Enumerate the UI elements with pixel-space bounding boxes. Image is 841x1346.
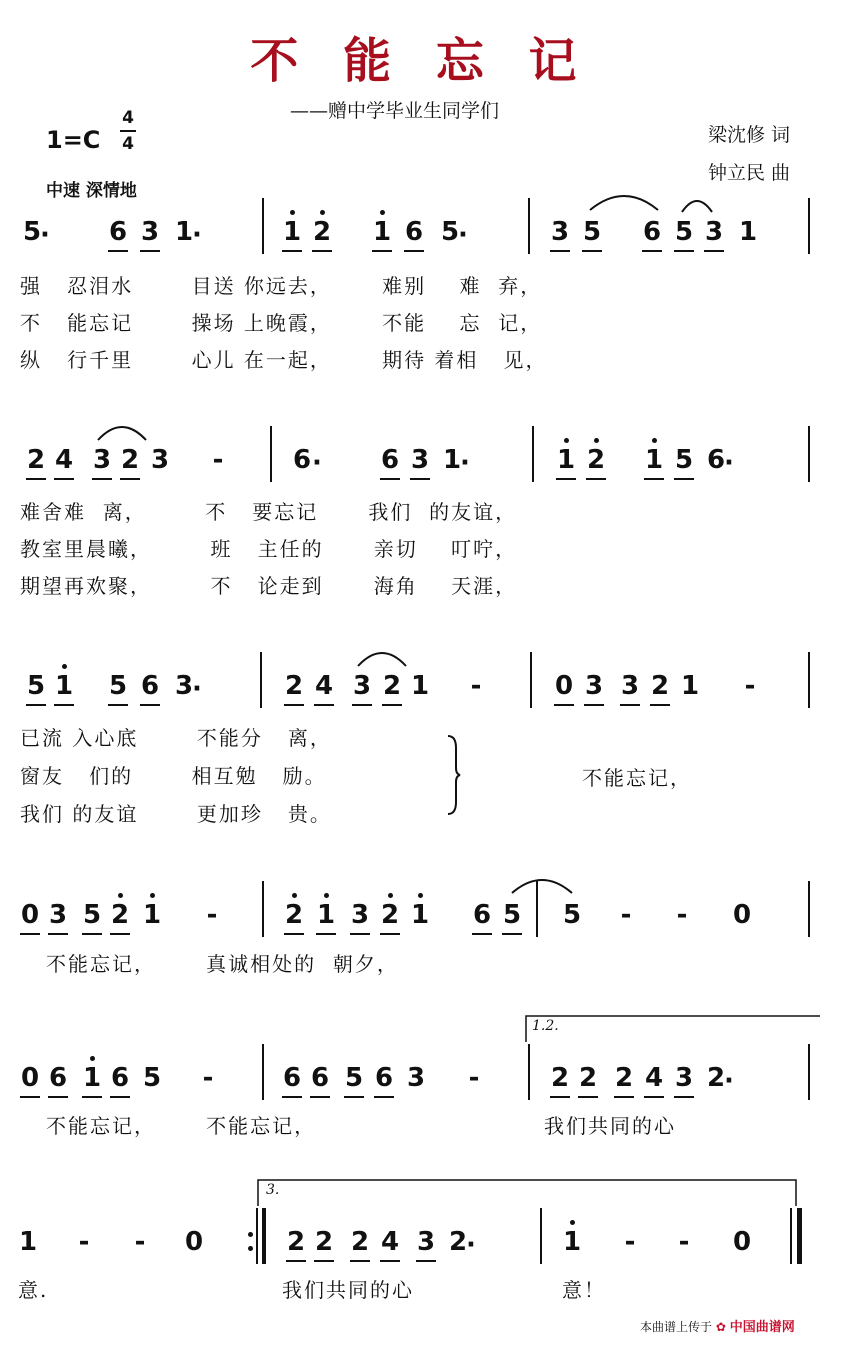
augmentation-dot: · — [312, 448, 322, 478]
footer-watermark — [640, 1316, 795, 1335]
notation-row-2 — [0, 440, 841, 500]
composer-credit: 钟立民 曲 — [708, 162, 791, 184]
note: 3 — [414, 1222, 438, 1262]
note: 3 — [672, 1058, 696, 1098]
note: 3 — [138, 212, 162, 252]
notation-row-4 — [0, 895, 841, 955]
octave-dot — [118, 893, 123, 898]
note: 6 — [372, 1058, 396, 1098]
note: 2 — [108, 895, 132, 935]
note: 2 — [584, 440, 608, 480]
octave-dot — [388, 893, 393, 898]
note: 1 — [554, 440, 578, 480]
slur — [356, 646, 408, 668]
dash: - — [134, 1227, 146, 1257]
notation-row-6 — [0, 1222, 841, 1282]
note: 1 — [410, 900, 430, 930]
note: 6 — [640, 212, 664, 252]
final-barline-thick — [797, 1208, 802, 1264]
note: 0 — [732, 1227, 752, 1257]
lyric-line: 我们共同的心 — [544, 1114, 676, 1138]
volta-label: 3. — [266, 1182, 280, 1198]
note: 3 — [350, 666, 374, 706]
lyric-line: 不能忘记， 不能忘记， — [46, 1114, 317, 1138]
note: 2 — [282, 895, 306, 935]
lyric-line: 教室里晨曦， 班 主任的 亲切 叮咛， — [20, 537, 518, 561]
dash: - — [212, 445, 224, 475]
augmentation-dot: · — [192, 674, 202, 704]
note: 3 — [46, 895, 70, 935]
lyric-line: 不能忘记， 真诚相处的 朝夕， — [46, 952, 399, 976]
lyric-line: 意！ — [562, 1278, 606, 1302]
note: 2 — [282, 666, 306, 706]
time-signature — [118, 108, 138, 154]
barline — [808, 881, 810, 937]
note: 6 — [292, 445, 312, 475]
note: 0 — [18, 1058, 42, 1098]
volta-bracket-1 — [524, 1014, 824, 1044]
time-signature-top: 4 — [122, 108, 134, 128]
note: 4 — [378, 1222, 402, 1262]
dash: - — [620, 900, 632, 930]
lyric-line: 我们 的友谊 更加珍 贵。 — [20, 802, 332, 826]
dash: - — [678, 1227, 690, 1257]
note: 1 — [442, 445, 462, 475]
note: 6 — [706, 445, 726, 475]
note: 4 — [642, 1058, 666, 1098]
song-title: 不 能 忘 记 — [250, 33, 591, 89]
augmentation-dot: · — [724, 448, 734, 478]
note: 6 — [280, 1058, 304, 1098]
site-logo-icon: ✿ — [715, 1320, 726, 1334]
dash: - — [676, 900, 688, 930]
volta-bracket-3 — [256, 1178, 800, 1208]
note: 1 — [410, 671, 430, 701]
barline — [540, 1208, 542, 1264]
dash: - — [744, 671, 756, 701]
augmentation-dot: · — [192, 220, 202, 250]
barline — [262, 198, 264, 254]
note: 1 — [370, 212, 394, 252]
note: 1 — [52, 666, 76, 706]
note: 1 — [642, 440, 666, 480]
note: 2 — [348, 1222, 372, 1262]
augmentation-dot: · — [40, 220, 50, 250]
slur — [680, 194, 714, 214]
note: 3 — [702, 212, 726, 252]
note: 5 — [342, 1058, 366, 1098]
note: 4 — [52, 440, 76, 480]
barline — [528, 1044, 530, 1100]
note: 6 — [308, 1058, 332, 1098]
note: 2 — [310, 212, 334, 252]
note: 1 — [142, 900, 162, 930]
octave-dot — [62, 664, 67, 669]
barline — [270, 426, 272, 482]
dash: - — [78, 1227, 90, 1257]
repeat-dot — [248, 1232, 253, 1237]
note: 1 — [174, 217, 194, 247]
note: 6 — [106, 212, 130, 252]
note: 2 — [648, 666, 672, 706]
note: 3 — [90, 440, 114, 480]
barline — [808, 198, 810, 254]
tie — [510, 871, 574, 895]
time-signature-bottom: 4 — [122, 134, 134, 154]
barline — [532, 426, 534, 482]
note: 1 — [562, 1227, 582, 1257]
barline — [262, 881, 264, 937]
note: 5 — [672, 212, 696, 252]
lyric-line: 强 忍泪水 目送 你远去， 难别 难 弃， — [20, 274, 543, 298]
lyricist-credit: 梁沈修 词 — [708, 124, 791, 146]
augmentation-dot: · — [466, 1230, 476, 1260]
augmentation-dot: · — [724, 1066, 734, 1096]
note: 3 — [618, 666, 642, 706]
note: 1 — [18, 1227, 38, 1257]
octave-dot — [652, 438, 657, 443]
note: 3 — [150, 445, 170, 475]
key-signature: 1=C — [46, 126, 101, 154]
lyric-line: 我们共同的心 — [282, 1278, 414, 1302]
octave-dot — [418, 893, 423, 898]
octave-dot — [594, 438, 599, 443]
footer-brand: 中国曲谱网 — [729, 1320, 795, 1335]
note: 1 — [738, 217, 758, 247]
song-subtitle: ——赠中学毕业生同学们 — [290, 100, 500, 122]
note: 5 — [24, 666, 48, 706]
note: 3 — [582, 666, 606, 706]
note: 6 — [108, 1058, 132, 1098]
note: 2 — [24, 440, 48, 480]
barline — [530, 652, 532, 708]
note: 3 — [348, 895, 372, 935]
note: 5 — [580, 212, 604, 252]
note: 3 — [406, 1063, 426, 1093]
repeat-barline-thick — [262, 1208, 266, 1264]
barline — [260, 652, 262, 708]
lyric-line: 纵 行千里 心儿 在一起， 期待 着相 见， — [20, 348, 548, 372]
slur — [588, 188, 660, 214]
octave-dot — [564, 438, 569, 443]
note: 2 — [612, 1058, 636, 1098]
note: 5 — [80, 895, 104, 935]
note: 2 — [448, 1227, 468, 1257]
note: 2 — [706, 1063, 726, 1093]
repeat-dot — [248, 1246, 253, 1251]
note: 0 — [552, 666, 576, 706]
note: 2 — [380, 666, 404, 706]
note: 2 — [312, 1222, 336, 1262]
lyric-line: 窗友 们的 相互勉 励。 — [20, 764, 327, 788]
note: 4 — [312, 666, 336, 706]
dash: - — [206, 900, 218, 930]
footer-prefix: 本曲谱上传于 — [640, 1320, 713, 1334]
barline — [262, 1044, 264, 1100]
final-barline-thin — [790, 1208, 792, 1264]
notation-row-1 — [0, 212, 841, 272]
note: 2 — [548, 1058, 572, 1098]
note: 5 — [440, 217, 460, 247]
augmentation-dot: · — [458, 220, 468, 250]
lyric-line: 难舍难 离， 不 要忘记 我们 的友谊， — [20, 500, 518, 524]
notation-row-5 — [0, 1058, 841, 1118]
note: 5 — [142, 1063, 162, 1093]
dash: - — [470, 671, 482, 701]
octave-dot — [150, 893, 155, 898]
barline — [528, 198, 530, 254]
dash: - — [202, 1063, 214, 1093]
lyric-line: 不 能忘记 操场 上晚霞， 不能 忘 记， — [20, 311, 543, 335]
note: 1 — [280, 212, 304, 252]
notation-row-3 — [0, 666, 841, 726]
note: 6 — [470, 895, 494, 935]
lyric-line: 已流 入心底 不能分 离， — [20, 726, 332, 750]
octave-dot — [292, 893, 297, 898]
lyric-line: 期望再欢聚， 不 论走到 海角 天涯， — [20, 574, 518, 598]
dash: - — [624, 1227, 636, 1257]
tempo-marking: 中速 深情地 — [46, 181, 137, 201]
note: 5 — [562, 900, 582, 930]
note: 5 — [106, 666, 130, 706]
note: 6 — [46, 1058, 70, 1098]
note: 1 — [80, 1058, 104, 1098]
note: 5 — [500, 895, 524, 935]
octave-dot — [380, 210, 385, 215]
dash: - — [468, 1063, 480, 1093]
note: 1 — [314, 895, 338, 935]
note: 5 — [672, 440, 696, 480]
verse-brace — [446, 734, 462, 816]
note: 0 — [184, 1227, 204, 1257]
note: 5 — [22, 217, 42, 247]
note: 0 — [732, 900, 752, 930]
note: 2 — [576, 1058, 600, 1098]
note: 2 — [118, 440, 142, 480]
volta-label: 1.2. — [532, 1018, 559, 1034]
note: 6 — [138, 666, 162, 706]
lyric-line: 意. — [18, 1278, 49, 1302]
note: 6 — [378, 440, 402, 480]
barline — [808, 652, 810, 708]
note: 0 — [18, 895, 42, 935]
note: 2 — [284, 1222, 308, 1262]
note: 3 — [408, 440, 432, 480]
augmentation-dot: · — [460, 448, 470, 478]
barline — [808, 1044, 810, 1100]
time-signature-line — [120, 130, 136, 132]
octave-dot — [290, 210, 295, 215]
barline — [808, 426, 810, 482]
note: 2 — [378, 895, 402, 935]
refrain-lyric: 不能忘记， — [582, 766, 692, 790]
repeat-barline — [256, 1208, 258, 1264]
octave-dot — [320, 210, 325, 215]
octave-dot — [570, 1220, 575, 1225]
note: 3 — [174, 671, 194, 701]
note: 6 — [402, 212, 426, 252]
octave-dot — [324, 893, 329, 898]
note: 1 — [680, 671, 700, 701]
note: 3 — [548, 212, 572, 252]
slur — [96, 420, 148, 442]
octave-dot — [90, 1056, 95, 1061]
